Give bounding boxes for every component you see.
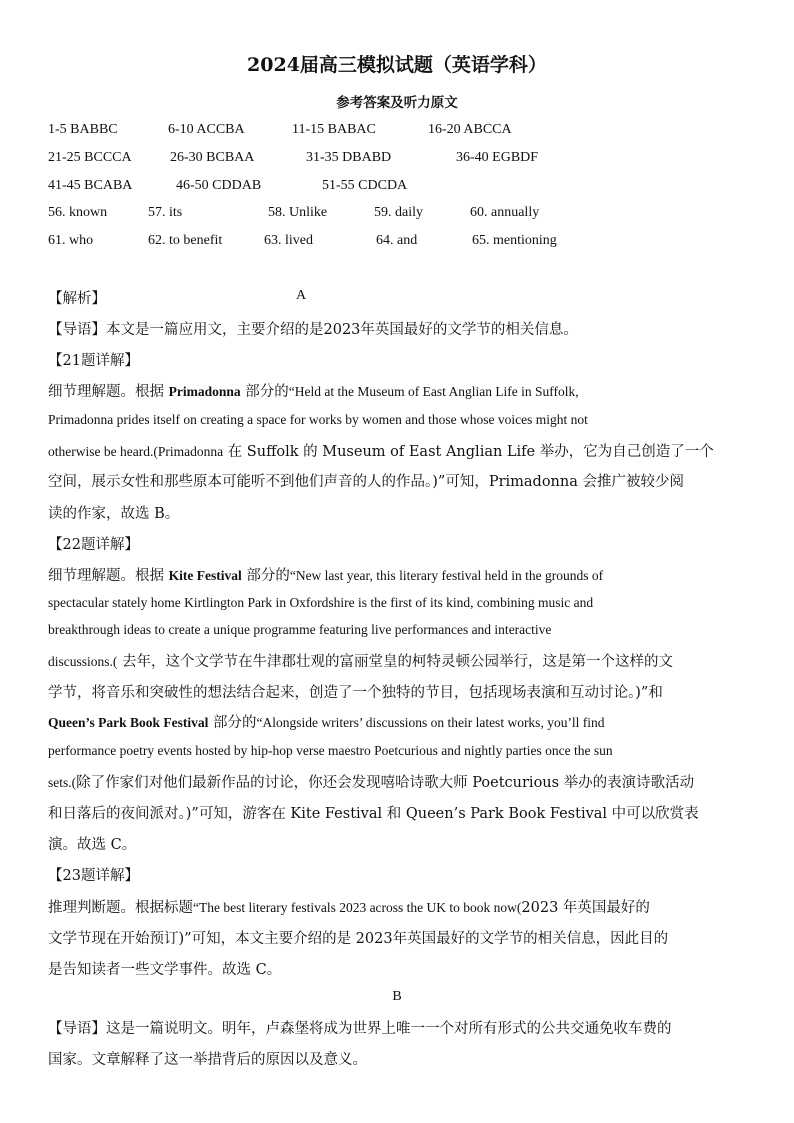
answer-group: 6-10 ACCBA (168, 122, 245, 137)
q22-line: 和日落后的夜间派对。)”可知，游客在 Kite Festival 和 Queen’s Park Book Festival 中可以欣赏表 (48, 806, 699, 822)
q23-header: 【23题详解】 (48, 868, 139, 884)
passage-a-label: A (296, 288, 307, 303)
q21-line: 空间，展示女性和那些原本可能听不到他们声音的人的作品。)”可知，Primadonna 会推广被较少阅 (48, 474, 684, 490)
translation-text: 在 Suffolk 的 Museum of East Anglian Life 举办，它为自己创造了一个 (223, 444, 714, 460)
text-run: 细节理解题。根据 (48, 568, 169, 584)
answer-item: 59. daily (374, 205, 423, 220)
text-run: 推理判断题。根据标题 (48, 900, 193, 916)
intro-tag: 【导语】 (48, 1021, 106, 1037)
answer-group: 11-15 BABAC (292, 122, 376, 137)
text-run: 部分的 (241, 568, 290, 584)
q21-header: 【21题详解】 (48, 353, 139, 369)
passage-a-intro (48, 318, 578, 339)
answer-item: 61. who (48, 233, 94, 248)
answer-group: 21-25 BCCCA (48, 150, 132, 165)
q22-line (48, 564, 603, 585)
answer-item: 58. Unlike (268, 205, 328, 220)
q21-line (48, 440, 714, 461)
q23-line (48, 896, 650, 917)
answer-group: 31-35 DBABD (306, 150, 392, 165)
q23-line: 文学节现在开始预订)”可知，本文主要介绍的是 2023年英国最好的文学节的相关信息，因此目的 (48, 931, 669, 947)
text-run: 部分的 (208, 715, 257, 731)
quote-text: otherwise be heard.(Primadonna (48, 444, 224, 459)
quote-text: “Alongside writers’ discussions on their latest works, you’ll find (256, 715, 605, 730)
q21-line: Primadonna prides itself on creating a space for works by women and those whose voices might not (48, 412, 588, 427)
answer-item: 64. and (376, 233, 418, 248)
answer-group: 41-45 BCABA (48, 178, 133, 193)
passage-b-intro: 国家。文章解释了这一举措背后的原因以及意义。 (48, 1052, 367, 1068)
quote-text: “The best literary festivals 2023 across the UK to book now( (193, 900, 522, 915)
page-subtitle: 参考答案及听力原文 (336, 95, 458, 111)
passage-b-intro (48, 1017, 672, 1038)
q22-header: 【22题详解】 (48, 537, 139, 553)
quote-text: “Held at the Museum of East Anglian Life in Suffolk, (288, 384, 579, 399)
q22-line (48, 650, 673, 671)
q22-line: 学节，将音乐和突破性的想法结合起来，创造了一个独特的节目，包括现场表演和互动讨论。)”和 (48, 685, 663, 701)
text-run: 细节理解题。根据 (48, 384, 169, 400)
q22-line: performance poetry events hosted by hip-hop verse maestro Poetcurious and nightly parties once the sun (48, 743, 613, 758)
intro-text: 本文是一篇应用文，主要介绍的是2023年英国最好的文学节的相关信息。 (106, 322, 578, 338)
answer-group: 16-20 ABCCA (428, 122, 512, 137)
q22-line: 演。故选 C。 (48, 837, 137, 853)
q23-line: 是告知读者一些文学事件。故选 C。 (48, 962, 282, 978)
q22-line: spectacular stately home Kirtlington Park in Oxfordshire is the first of its kind, combining music and (48, 595, 594, 610)
answer-item: 57. its (148, 205, 183, 220)
section-name: Kite Festival (168, 568, 242, 583)
q22-line: breakthrough ideas to create a unique programme featuring live performances and interactive (48, 622, 552, 637)
quote-text: discussions.( (48, 654, 118, 669)
section-name: Queen’s Park Book Festival (48, 715, 209, 730)
answer-item: 56. known (48, 205, 108, 220)
quote-text: “New last year, this literary festival held in the grounds of (289, 568, 604, 583)
answer-group: 51-55 CDCDA (322, 178, 408, 193)
quote-text: sets.( (48, 775, 77, 790)
answer-group: 26-30 BCBAA (170, 150, 255, 165)
translation-text: 除了作家们对他们最新作品的讨论，你还会发现嘻哈诗歌大师 Poetcurious 举办的表演诗歌活动 (76, 775, 695, 791)
intro-text: 这是一篇说明文。明年，卢森堡将成为世界上唯一一个对所有形式的公共交通免收车费的 (106, 1021, 672, 1037)
page-title: 2024届高三模拟试题（英语学科） (247, 54, 547, 76)
analysis-header: 【解析】 (48, 291, 106, 307)
answer-item: 60. annually (470, 205, 540, 220)
answer-group: 1-5 BABBC (48, 122, 118, 137)
answer-item: 62. to benefit (148, 233, 223, 248)
q22-line (48, 771, 694, 792)
passage-b-label: B (392, 989, 402, 1004)
q21-line: 读的作家，故选 B。 (48, 506, 180, 522)
answer-group: 46-50 CDDAB (176, 178, 262, 193)
answer-group: 36-40 EGBDF (456, 150, 539, 165)
translation-text: 2023 年英国最好的 (521, 900, 650, 916)
translation-text: 去年，这个文学节在牛津郡壮观的富丽堂皇的柯特灵顿公园举行，这是第一个这样的文 (117, 654, 673, 670)
answer-item: 65. mentioning (472, 233, 557, 248)
q21-line (48, 380, 579, 401)
section-name: Primadonna (168, 384, 241, 399)
intro-tag: 【导语】 (48, 322, 106, 338)
text-run: 部分的 (240, 384, 289, 400)
answer-item: 63. lived (264, 233, 313, 248)
q22-line (48, 711, 605, 732)
